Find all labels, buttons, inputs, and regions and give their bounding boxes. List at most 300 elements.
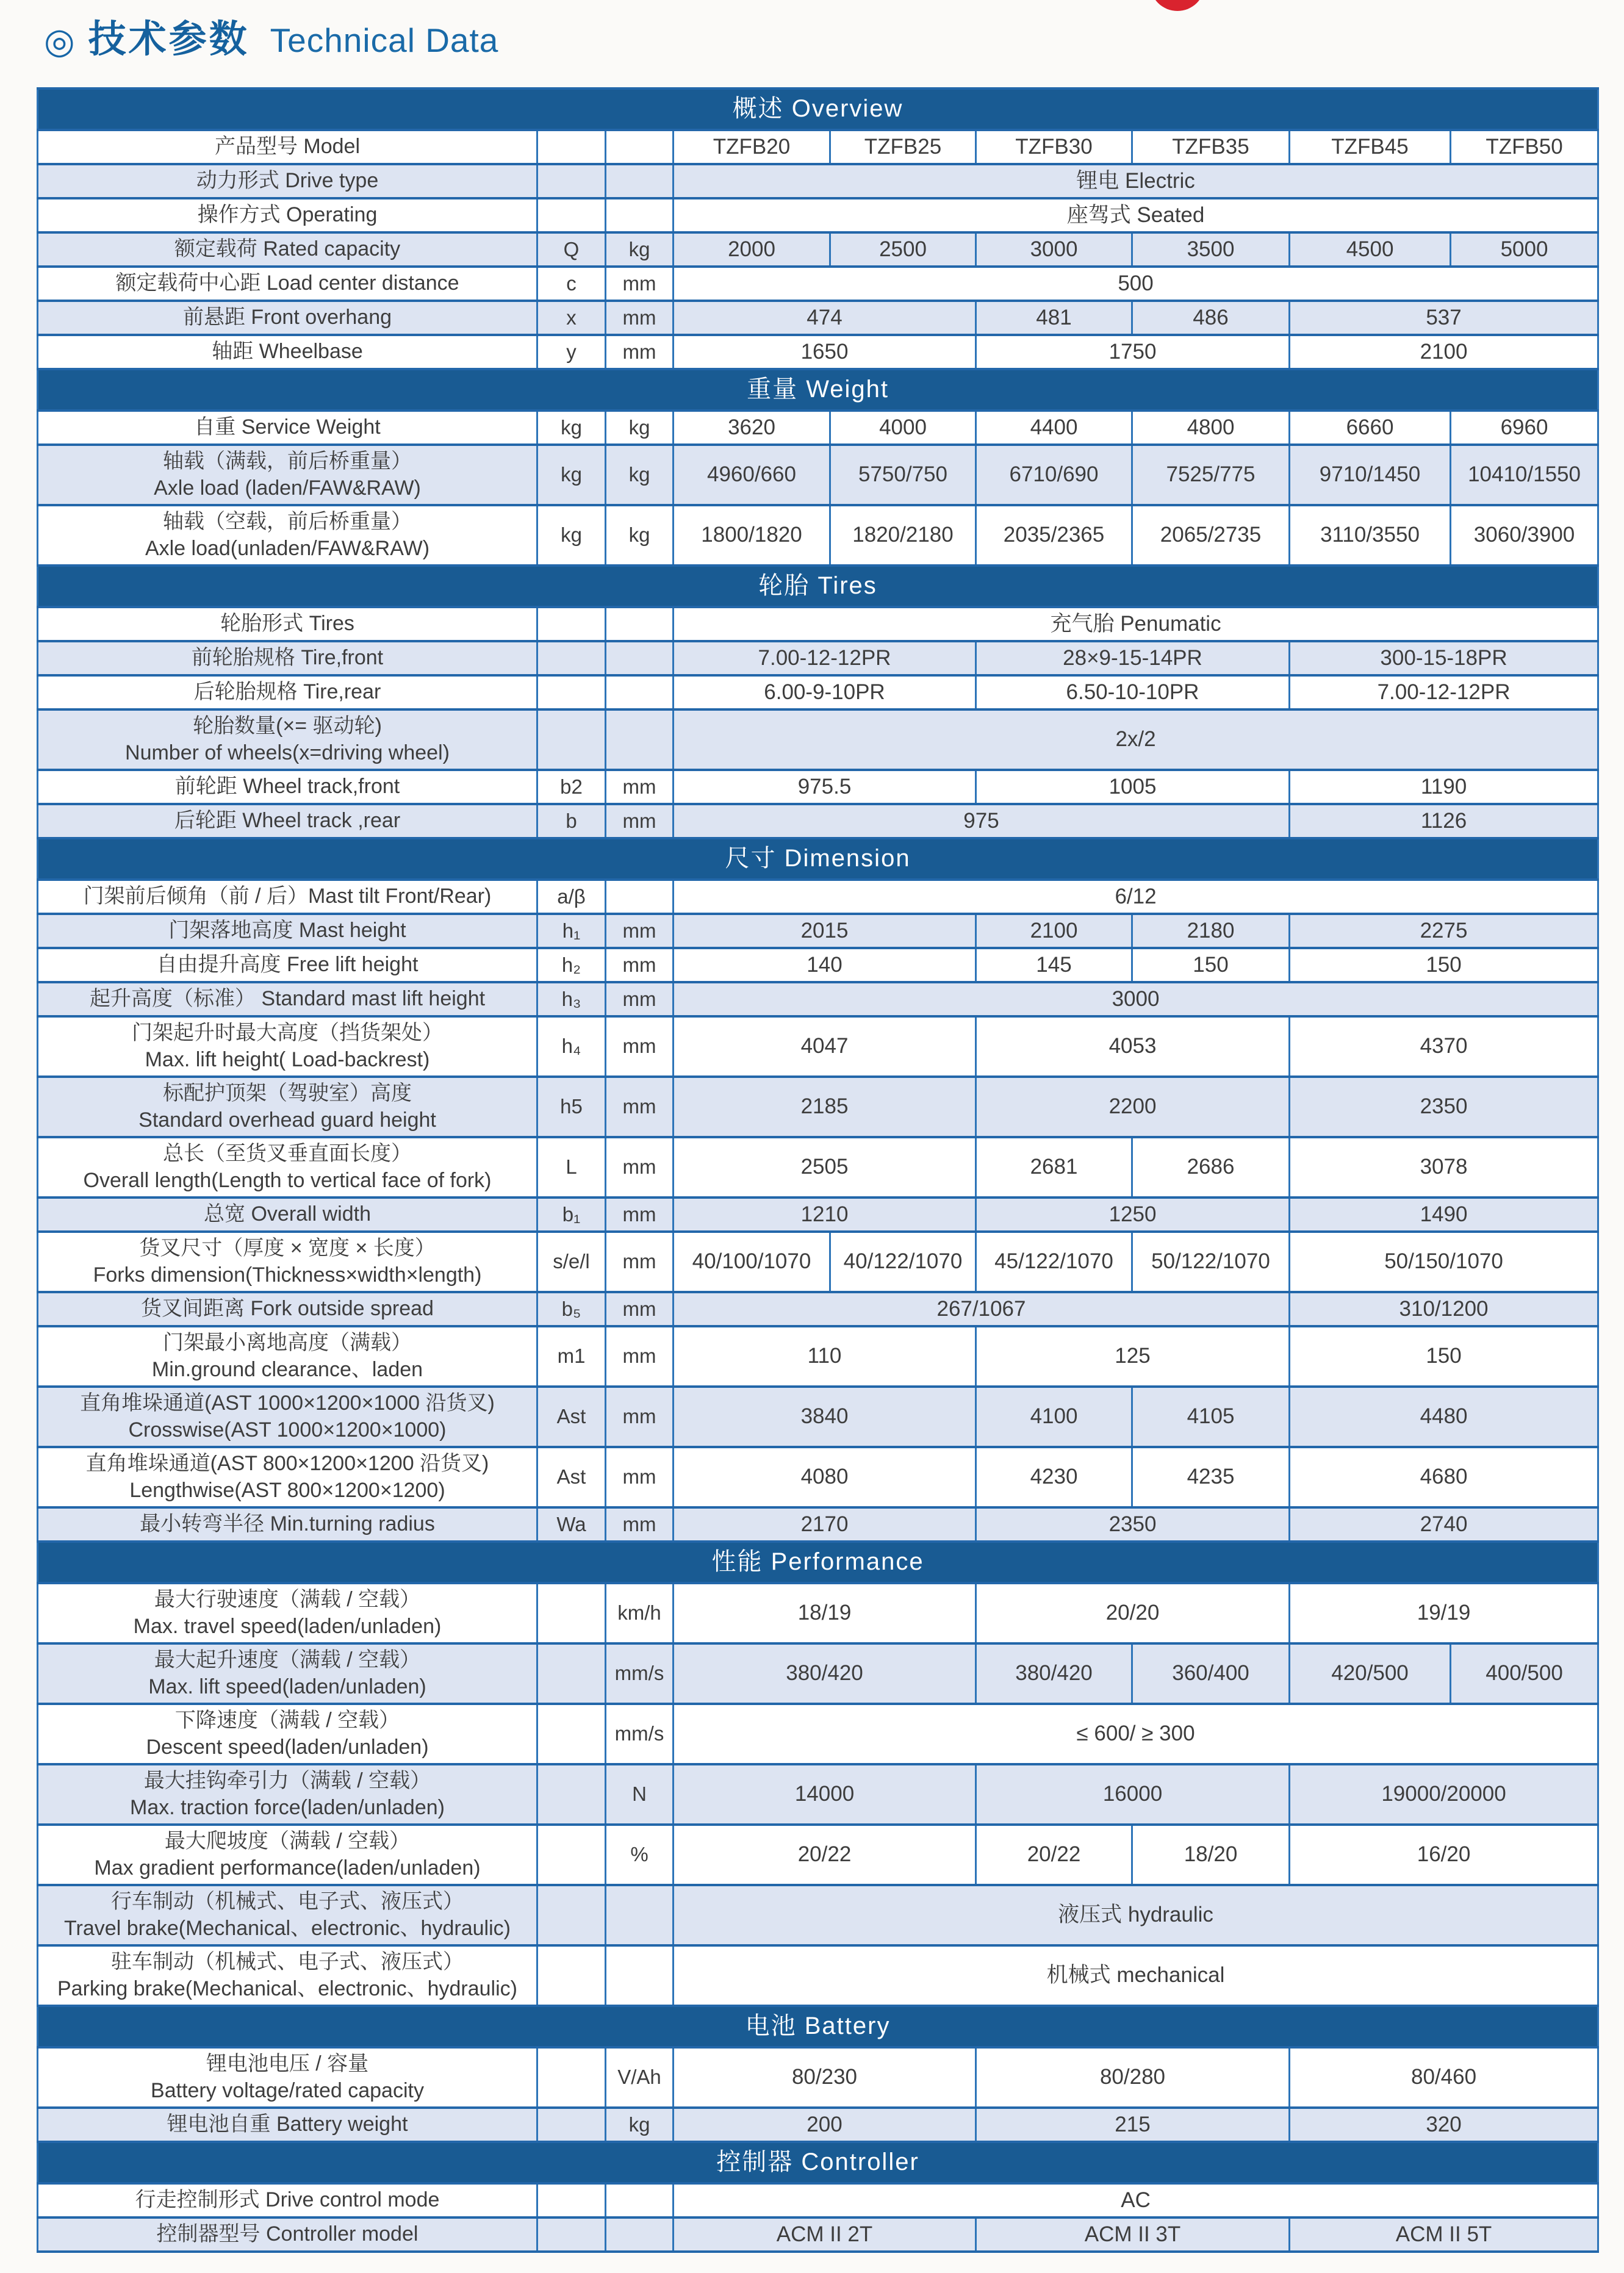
row-symbol: kg xyxy=(537,445,606,505)
row-unit: mm xyxy=(606,1016,674,1077)
row-symbol xyxy=(537,2047,606,2108)
table-row xyxy=(38,198,1598,232)
row-value: 9710/1450 xyxy=(1290,445,1451,505)
row-value: 400/500 xyxy=(1451,1643,1598,1704)
row-label: 控制器型号 Controller model xyxy=(38,2217,537,2252)
row-unit: N xyxy=(606,1764,674,1825)
row-value: ≤ 600/ ≥ 300 xyxy=(674,1704,1598,1764)
table-row xyxy=(38,709,1598,770)
row-value: 481 xyxy=(976,301,1132,335)
row-symbol xyxy=(537,1583,606,1643)
row-unit: mm xyxy=(606,804,674,838)
row-value: 16/20 xyxy=(1290,1825,1598,1885)
row-value: 50/150/1070 xyxy=(1290,1232,1598,1292)
section-header-row xyxy=(38,838,1598,880)
table-row xyxy=(38,1704,1598,1764)
row-value: 40/100/1070 xyxy=(674,1232,830,1292)
bullseye-icon: ◎ xyxy=(44,21,75,61)
row-value: 4080 xyxy=(674,1447,976,1507)
row-value: 975.5 xyxy=(674,770,976,804)
table-row xyxy=(38,1885,1598,1945)
row-value: 2180 xyxy=(1132,914,1290,948)
table-row xyxy=(38,2183,1598,2217)
red-dot-decoration xyxy=(1150,0,1205,11)
row-value: 200 xyxy=(674,2108,976,2142)
row-unit: kg xyxy=(606,505,674,566)
row-unit xyxy=(606,2217,674,2252)
row-label: 总长（至货叉垂直面长度） Overall length(Length to vertical face of fork) xyxy=(38,1137,537,1198)
row-label: 额定载荷 Rated capacity xyxy=(38,232,537,267)
section-header: 控制器 Controller xyxy=(38,2142,1598,2183)
row-symbol: b2 xyxy=(537,770,606,804)
row-value: 150 xyxy=(1290,948,1598,982)
row-value: 5750/750 xyxy=(830,445,976,505)
row-value: 2100 xyxy=(1290,335,1598,369)
row-value: 300-15-18PR xyxy=(1290,641,1598,675)
row-unit: mm/s xyxy=(606,1704,674,1764)
row-value: 3078 xyxy=(1290,1137,1598,1198)
row-label: 额定载荷中心距 Load center distance xyxy=(38,267,537,301)
row-value: 3840 xyxy=(674,1387,976,1447)
row-value: 125 xyxy=(976,1326,1290,1387)
row-unit: mm xyxy=(606,982,674,1016)
row-unit: mm xyxy=(606,1507,674,1542)
table-row xyxy=(38,1825,1598,1885)
table-row xyxy=(38,1764,1598,1825)
row-value: ACM II 3T xyxy=(976,2217,1290,2252)
row-unit xyxy=(606,607,674,641)
row-value: 1820/2180 xyxy=(830,505,976,566)
row-label: 最大挂钩牵引力（满载 / 空载） Max. traction force(laden/unladen) xyxy=(38,1764,537,1825)
row-value: 20/20 xyxy=(976,1583,1290,1643)
row-symbol: Q xyxy=(537,232,606,267)
row-value: TZFB35 xyxy=(1132,130,1290,164)
row-label: 门架落地高度 Mast height xyxy=(38,914,537,948)
row-symbol: Ast xyxy=(537,1387,606,1447)
row-symbol xyxy=(537,164,606,198)
row-symbol: kg xyxy=(537,411,606,445)
row-value: 4800 xyxy=(1132,411,1290,445)
section-header: 轮胎 Tires xyxy=(38,566,1598,607)
row-value: 4235 xyxy=(1132,1447,1290,1507)
row-value: 2500 xyxy=(830,232,976,267)
page-title xyxy=(44,9,498,63)
table-row xyxy=(38,675,1598,709)
row-value: 4370 xyxy=(1290,1016,1598,1077)
table-row xyxy=(38,1507,1598,1542)
table-row xyxy=(38,1292,1598,1326)
row-symbol: kg xyxy=(537,505,606,566)
row-value: 6/12 xyxy=(674,880,1598,914)
row-symbol xyxy=(537,709,606,770)
row-value: 3000 xyxy=(976,232,1132,267)
row-value: 2681 xyxy=(976,1137,1132,1198)
row-value: 1190 xyxy=(1290,770,1598,804)
row-value: 6.00-9-10PR xyxy=(674,675,976,709)
table-row xyxy=(38,2217,1598,2252)
row-value: 80/230 xyxy=(674,2047,976,2108)
row-value: 2185 xyxy=(674,1077,976,1137)
row-symbol xyxy=(537,1825,606,1885)
row-value: 486 xyxy=(1132,301,1290,335)
row-value: 6710/690 xyxy=(976,445,1132,505)
row-label: 最大爬坡度（满载 / 空载） Max gradient performance(laden/unladen) xyxy=(38,1825,537,1885)
table-row xyxy=(38,1077,1598,1137)
row-unit: mm xyxy=(606,1198,674,1232)
row-unit: kg xyxy=(606,2108,674,2142)
section-header-row xyxy=(38,1542,1598,1583)
row-symbol xyxy=(537,1764,606,1825)
row-label: 锂电池自重 Battery weight xyxy=(38,2108,537,2142)
row-value: 380/420 xyxy=(674,1643,976,1704)
row-value: 4047 xyxy=(674,1016,976,1077)
row-label: 前悬距 Front overhang xyxy=(38,301,537,335)
row-value: 80/280 xyxy=(976,2047,1290,2108)
row-label: 锂电池电压 / 容量 Battery voltage/rated capacity xyxy=(38,2047,537,2108)
row-value: 6.50-10-10PR xyxy=(976,675,1290,709)
row-value: 150 xyxy=(1132,948,1290,982)
table-row xyxy=(38,607,1598,641)
row-value: 3000 xyxy=(674,982,1598,1016)
page-title-zh: 技术参数 xyxy=(88,18,250,60)
section-header-row xyxy=(38,88,1598,130)
row-unit xyxy=(606,1945,674,2006)
row-value: TZFB30 xyxy=(976,130,1132,164)
row-value: AC xyxy=(674,2183,1598,2217)
row-value: 3060/3900 xyxy=(1451,505,1598,566)
row-value: 14000 xyxy=(674,1764,976,1825)
row-label: 轮胎形式 Tires xyxy=(38,607,537,641)
row-value: 19000/20000 xyxy=(1290,1764,1598,1825)
row-value: ACM II 5T xyxy=(1290,2217,1598,2252)
row-label: 最大起升速度（满载 / 空载） Max. lift speed(laden/unladen) xyxy=(38,1643,537,1704)
row-symbol: h5 xyxy=(537,1077,606,1137)
row-value: 28×9-15-14PR xyxy=(976,641,1290,675)
table-row xyxy=(38,1137,1598,1198)
row-label: 前轮距 Wheel track,front xyxy=(38,770,537,804)
row-unit xyxy=(606,164,674,198)
row-value: 110 xyxy=(674,1326,976,1387)
row-value: 2x/2 xyxy=(674,709,1598,770)
section-header-row xyxy=(38,369,1598,411)
table-row xyxy=(38,1326,1598,1387)
row-unit: kg xyxy=(606,411,674,445)
row-value: 20/22 xyxy=(674,1825,976,1885)
row-symbol xyxy=(537,198,606,232)
row-symbol xyxy=(537,1643,606,1704)
table-row xyxy=(38,2047,1598,2108)
row-value: 6660 xyxy=(1290,411,1451,445)
row-value: 4960/660 xyxy=(674,445,830,505)
row-value: 2200 xyxy=(976,1077,1290,1137)
row-value: 5000 xyxy=(1451,232,1598,267)
row-label: 轴载（空载，前后桥重量） Axle load(unladen/FAW&RAW) xyxy=(38,505,537,566)
row-label: 后轮胎规格 Tire,rear xyxy=(38,675,537,709)
row-symbol: c xyxy=(537,267,606,301)
row-symbol xyxy=(537,1945,606,2006)
row-symbol: m1 xyxy=(537,1326,606,1387)
row-unit: kg xyxy=(606,232,674,267)
row-value: 1210 xyxy=(674,1198,976,1232)
row-symbol: h₄ xyxy=(537,1016,606,1077)
row-unit: mm xyxy=(606,1137,674,1198)
table-row xyxy=(38,505,1598,566)
row-value: 3500 xyxy=(1132,232,1290,267)
row-symbol: b₅ xyxy=(537,1292,606,1326)
row-value: 2065/2735 xyxy=(1132,505,1290,566)
table-row xyxy=(38,1016,1598,1077)
table-row xyxy=(38,1387,1598,1447)
table-row xyxy=(38,267,1598,301)
row-unit: mm xyxy=(606,1447,674,1507)
row-value: 7525/775 xyxy=(1132,445,1290,505)
row-unit: mm/s xyxy=(606,1643,674,1704)
row-label: 操作方式 Operating xyxy=(38,198,537,232)
row-value: 474 xyxy=(674,301,976,335)
row-value: 1250 xyxy=(976,1198,1290,1232)
row-value: 18/19 xyxy=(674,1583,976,1643)
row-label: 门架起升时最大高度（挡货架处） Max. lift height( Load-backrest) xyxy=(38,1016,537,1077)
section-header: 电池 Battery xyxy=(38,2006,1598,2047)
table-row xyxy=(38,948,1598,982)
row-value: 4100 xyxy=(976,1387,1132,1447)
row-unit: mm xyxy=(606,301,674,335)
row-value: 500 xyxy=(674,267,1598,301)
row-value: 液压式 hydraulic xyxy=(674,1885,1598,1945)
row-label: 轮胎数量(×= 驱动轮) Number of wheels(x=driving wheel) xyxy=(38,709,537,770)
row-value: 4500 xyxy=(1290,232,1451,267)
row-symbol xyxy=(537,675,606,709)
row-label: 动力形式 Drive type xyxy=(38,164,537,198)
row-label: 最小转弯半径 Min.turning radius xyxy=(38,1507,537,1542)
row-symbol: b xyxy=(537,804,606,838)
row-value: 充气胎 Penumatic xyxy=(674,607,1598,641)
row-value: 2686 xyxy=(1132,1137,1290,1198)
row-value: 360/400 xyxy=(1132,1643,1290,1704)
row-label: 下降速度（满载 / 空载） Descent speed(laden/unladen) xyxy=(38,1704,537,1764)
row-unit xyxy=(606,1885,674,1945)
row-value: 1800/1820 xyxy=(674,505,830,566)
row-value: 2100 xyxy=(976,914,1132,948)
section-header: 概述 Overview xyxy=(38,88,1598,130)
row-value: 537 xyxy=(1290,301,1598,335)
row-value: 2170 xyxy=(674,1507,976,1542)
table-row xyxy=(38,1583,1598,1643)
row-value: 20/22 xyxy=(976,1825,1132,1885)
row-value: 18/20 xyxy=(1132,1825,1290,1885)
page-title-en: Technical Data xyxy=(270,21,499,59)
row-label: 门架最小离地高度（满载） Min.ground clearance、laden xyxy=(38,1326,537,1387)
row-value: 4000 xyxy=(830,411,976,445)
table-row xyxy=(38,2108,1598,2142)
table-row xyxy=(38,445,1598,505)
row-value: 4230 xyxy=(976,1447,1132,1507)
row-value: 19/19 xyxy=(1290,1583,1598,1643)
row-symbol: Ast xyxy=(537,1447,606,1507)
row-symbol xyxy=(537,641,606,675)
technical-data-table xyxy=(37,87,1599,2253)
row-value: 380/420 xyxy=(976,1643,1132,1704)
row-label: 货叉间距离 Fork outside spread xyxy=(38,1292,537,1326)
row-unit: % xyxy=(606,1825,674,1885)
row-unit xyxy=(606,2183,674,2217)
row-symbol: x xyxy=(537,301,606,335)
row-value: 2035/2365 xyxy=(976,505,1132,566)
table-row xyxy=(38,164,1598,198)
table-row xyxy=(38,1447,1598,1507)
section-header: 尺寸 Dimension xyxy=(38,838,1598,880)
row-value: TZFB20 xyxy=(674,130,830,164)
row-unit xyxy=(606,880,674,914)
row-value: 420/500 xyxy=(1290,1643,1451,1704)
row-value: 7.00-12-12PR xyxy=(1290,675,1598,709)
row-value: 4105 xyxy=(1132,1387,1290,1447)
row-value: 3620 xyxy=(674,411,830,445)
row-value: 145 xyxy=(976,948,1132,982)
row-symbol: y xyxy=(537,335,606,369)
row-value: 40/122/1070 xyxy=(830,1232,976,1292)
row-value: TZFB25 xyxy=(830,130,976,164)
row-symbol xyxy=(537,2217,606,2252)
row-unit: mm xyxy=(606,1387,674,1447)
table-row xyxy=(38,301,1598,335)
table-row xyxy=(38,880,1598,914)
row-value: 310/1200 xyxy=(1290,1292,1598,1326)
row-symbol: a/β xyxy=(537,880,606,914)
table-row xyxy=(38,411,1598,445)
row-label: 最大行驶速度（满载 / 空载） Max. travel speed(laden/unladen) xyxy=(38,1583,537,1643)
row-unit: km/h xyxy=(606,1583,674,1643)
row-label: 起升高度（标准） Standard mast lift height xyxy=(38,982,537,1016)
row-symbol: h₃ xyxy=(537,982,606,1016)
section-header-row xyxy=(38,2006,1598,2047)
row-value: 座驾式 Seated xyxy=(674,198,1598,232)
table-row xyxy=(38,1232,1598,1292)
row-value: 140 xyxy=(674,948,976,982)
row-label: 轴距 Wheelbase xyxy=(38,335,537,369)
table-row xyxy=(38,914,1598,948)
row-value: 1750 xyxy=(976,335,1290,369)
row-value: 2015 xyxy=(674,914,976,948)
section-header: 性能 Performance xyxy=(38,1542,1598,1583)
row-label: 标配护顶架（驾驶室）高度 Standard overhead guard height xyxy=(38,1077,537,1137)
table-row xyxy=(38,1945,1598,2006)
row-symbol xyxy=(537,2108,606,2142)
row-symbol xyxy=(537,2183,606,2217)
row-unit: mm xyxy=(606,1077,674,1137)
row-label: 行走控制形式 Drive control mode xyxy=(38,2183,537,2217)
row-value: 215 xyxy=(976,2108,1290,2142)
row-value: ACM II 2T xyxy=(674,2217,976,2252)
row-label: 产品型号 Model xyxy=(38,130,537,164)
row-label: 货叉尺寸（厚度 × 宽度 × 长度） Forks dimension(Thickness×width×length) xyxy=(38,1232,537,1292)
row-value: 4680 xyxy=(1290,1447,1598,1507)
row-unit: mm xyxy=(606,914,674,948)
row-label: 驻车制动（机械式、电子式、液压式） Parking brake(Mechanical、electronic、hydraulic) xyxy=(38,1945,537,2006)
row-symbol xyxy=(537,1885,606,1945)
row-value: 1126 xyxy=(1290,804,1598,838)
table-row xyxy=(38,982,1598,1016)
spec-table-body xyxy=(38,88,1598,2252)
row-unit: mm xyxy=(606,1292,674,1326)
row-value: 150 xyxy=(1290,1326,1598,1387)
row-value: 7.00-12-12PR xyxy=(674,641,976,675)
row-value: 80/460 xyxy=(1290,2047,1598,2108)
row-unit xyxy=(606,709,674,770)
row-label: 总宽 Overall width xyxy=(38,1198,537,1232)
row-label: 后轮距 Wheel track ,rear xyxy=(38,804,537,838)
section-header: 重量 Weight xyxy=(38,369,1598,411)
table-row xyxy=(38,770,1598,804)
row-symbol: h₂ xyxy=(537,948,606,982)
row-value: 锂电 Electric xyxy=(674,164,1598,198)
row-value: 45/122/1070 xyxy=(976,1232,1132,1292)
table-row xyxy=(38,641,1598,675)
row-value: TZFB50 xyxy=(1451,130,1598,164)
row-label: 轴载（满载，前后桥重量） Axle load (laden/FAW&RAW) xyxy=(38,445,537,505)
row-value: 2505 xyxy=(674,1137,976,1198)
row-value: 975 xyxy=(674,804,1290,838)
row-value: 1005 xyxy=(976,770,1290,804)
row-unit: mm xyxy=(606,1326,674,1387)
row-symbol: s/e/l xyxy=(537,1232,606,1292)
row-unit: mm xyxy=(606,770,674,804)
row-label: 行车制动（机械式、电子式、液压式） Travel brake(Mechanical、electronic、hydraulic) xyxy=(38,1885,537,1945)
row-value: 16000 xyxy=(976,1764,1290,1825)
row-value: 2740 xyxy=(1290,1507,1598,1542)
row-label: 自由提升高度 Free lift height xyxy=(38,948,537,982)
row-symbol xyxy=(537,607,606,641)
row-unit: V/Ah xyxy=(606,2047,674,2108)
row-value: 267/1067 xyxy=(674,1292,1290,1326)
row-value: 4480 xyxy=(1290,1387,1598,1447)
table-row xyxy=(38,1643,1598,1704)
row-label: 门架前后倾角（前 / 后）Mast tilt Front/Rear) xyxy=(38,880,537,914)
section-header-row xyxy=(38,566,1598,607)
row-label: 直角堆垛通道(AST 1000×1200×1000 沿货叉) Crosswise(AST 1000×1200×1000) xyxy=(38,1387,537,1447)
table-row xyxy=(38,130,1598,164)
row-value: 机械式 mechanical xyxy=(674,1945,1598,2006)
row-value: 4053 xyxy=(976,1016,1290,1077)
row-symbol xyxy=(537,130,606,164)
row-value: TZFB45 xyxy=(1290,130,1451,164)
table-row xyxy=(38,804,1598,838)
table-row xyxy=(38,232,1598,267)
row-unit: mm xyxy=(606,335,674,369)
row-label: 直角堆垛通道(AST 800×1200×1200 沿货叉) Lengthwise(AST 800×1200×1200) xyxy=(38,1447,537,1507)
row-unit: mm xyxy=(606,267,674,301)
row-value: 2275 xyxy=(1290,914,1598,948)
row-symbol: L xyxy=(537,1137,606,1198)
row-value: 3110/3550 xyxy=(1290,505,1451,566)
table-row xyxy=(38,335,1598,369)
row-symbol: b₁ xyxy=(537,1198,606,1232)
row-unit xyxy=(606,675,674,709)
row-label: 自重 Service Weight xyxy=(38,411,537,445)
row-value: 4400 xyxy=(976,411,1132,445)
row-value: 50/122/1070 xyxy=(1132,1232,1290,1292)
table-row xyxy=(38,1198,1598,1232)
row-value: 6960 xyxy=(1451,411,1598,445)
section-header-row xyxy=(38,2142,1598,2183)
row-value: 2000 xyxy=(674,232,830,267)
row-value: 1650 xyxy=(674,335,976,369)
row-unit: kg xyxy=(606,445,674,505)
row-value: 2350 xyxy=(976,1507,1290,1542)
row-label: 前轮胎规格 Tire,front xyxy=(38,641,537,675)
row-unit xyxy=(606,130,674,164)
row-unit xyxy=(606,641,674,675)
